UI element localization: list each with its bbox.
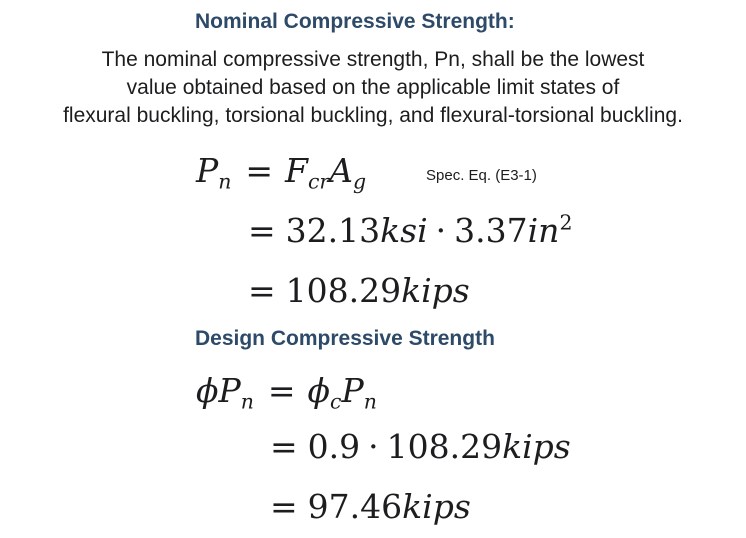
equation-pn-substitution: [248, 210, 573, 250]
equation-pn-definition: [196, 151, 367, 194]
nominal-strength-description: [0, 46, 746, 130]
pn-value: 108.29: [386, 427, 503, 466]
phi-factor: 0.9: [307, 427, 361, 466]
equals-sign: =: [245, 151, 274, 190]
multiply-dot: ·: [368, 427, 379, 466]
equals-sign: =: [270, 427, 298, 466]
symbol-a: A: [329, 151, 354, 190]
pn-unit: kips: [401, 271, 470, 310]
symbol-p: P: [218, 371, 241, 410]
fcr-unit: ksi: [380, 211, 428, 250]
equals-sign: =: [248, 271, 276, 310]
equals-sign: =: [248, 211, 276, 250]
symbol-f: F: [285, 151, 308, 190]
pn-value: 108.29: [285, 271, 402, 310]
nominal-strength-heading: Nominal Compressive Strength:: [195, 10, 515, 33]
equals-sign: =: [267, 371, 296, 410]
subscript-c: c: [330, 389, 342, 414]
ag-value: 3.37: [454, 211, 528, 250]
subscript-n: n: [363, 389, 377, 414]
symbol-phi: ϕ: [196, 371, 219, 410]
ag-exponent: 2: [559, 210, 573, 235]
subscript-n: n: [240, 389, 254, 414]
equation-design-result: [270, 487, 471, 526]
fcr-value: 32.13: [285, 211, 381, 250]
description-line-1: The nominal compressive strength, Pn, shall be the lowest: [101, 48, 645, 71]
multiply-dot: ·: [435, 211, 447, 250]
design-strength-value: 97.46: [307, 487, 403, 526]
symbol-p: P: [196, 151, 219, 190]
subscript-g: g: [353, 169, 367, 194]
symbol-phi-c: ϕ: [307, 371, 331, 410]
equals-sign: =: [270, 487, 298, 526]
equation-design-definition: [196, 371, 377, 414]
subscript-cr: cr: [307, 169, 330, 194]
equation-pn-result: [248, 271, 470, 310]
symbol-p: P: [341, 371, 364, 410]
design-strength-heading: Design Compressive Strength: [195, 327, 495, 350]
spec-equation-reference: Spec. Eq. (E3-1): [426, 167, 537, 184]
ag-unit: in: [527, 211, 560, 250]
description-line-2: value obtained based on the applicable limit states of: [126, 76, 620, 99]
equation-design-substitution: [270, 427, 571, 466]
pn-unit: kips: [502, 427, 571, 466]
description-line-3: flexural buckling, torsional buckling, and flexural-torsional buckling.: [63, 104, 683, 127]
subscript-n: n: [218, 169, 232, 194]
design-strength-unit: kips: [402, 487, 471, 526]
